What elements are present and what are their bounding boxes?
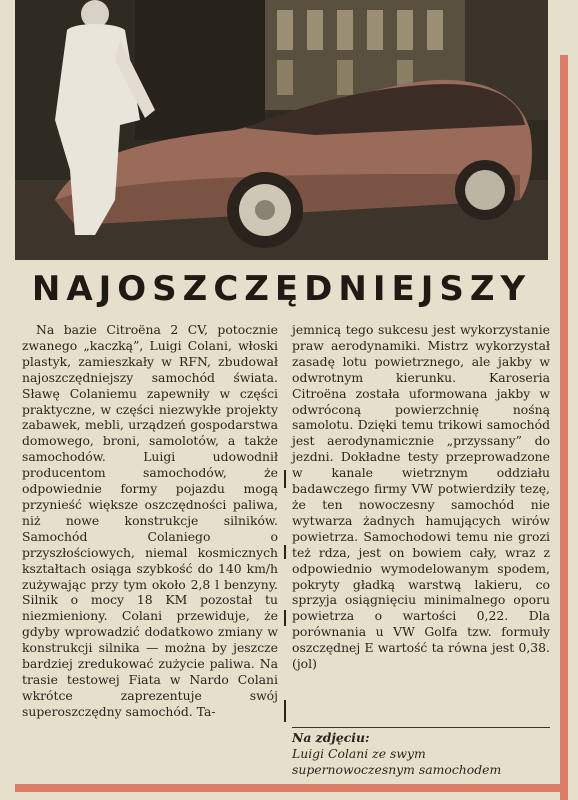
accent-bar-bottom <box>15 784 560 792</box>
article-column-right <box>292 322 550 672</box>
column-rule <box>284 700 286 722</box>
caption-label: Na zdjęciu: <box>292 730 370 745</box>
caption-text: Luigi Colani ze swym supernowoczesnym samochodem <box>292 745 502 777</box>
column-rule <box>284 470 286 488</box>
accent-bar-right <box>560 55 568 800</box>
caption-divider <box>292 727 550 728</box>
article-left-text: Na bazie Citroëna 2 CV, potocznie zwanego „kaczką”, Luigi Colani, włoski plastyk, zamieszkały w RFN, zbudował najoszczędniejszy samochód świata. Sławę Colaniemu zapewniły w części praktyczne, w części niezwykłe projekty zabawek, mebli, urządzeń gospodarstwa domowego, broni, samolotów, a także samochodów. Luigi udowodnił producentom samochodów, że odpowiednie formy pojazdu mogą przynieść większe oszczędności paliwa, niż nowe konstrukcje silników. Samochód Colaniego o przyszłościowych, niemal kosmicznych kształtach osiąga szybkość do 140 km/h zużywając przy tym około 2,8 l benzyny. Silnik o mocy 18 KM pozostał tu niezmieniony. Colani przewiduje, że gdyby wprowadzić dodatkowo zmiany w konstrukcji silnika — można by jeszcze bardziej zredukować zużycie paliwa. Na trasie testowej Fiata w Nardo Colani wkrótce zaprezentuje swój superoszczędny samochód. Ta- <box>22 322 278 719</box>
column-rule <box>284 610 286 626</box>
column-rule <box>284 545 286 559</box>
article-right-text: jemnicą tego sukcesu jest wykorzystanie praw aerodynamiki. Mistrz wykorzystał zasadę lotu powietrznego, ale jakby w odwrotnym kierunku. Karoseria Citroëna została uformowana jakby w odwróconą powierzchnię nośną samolotu. Dzięki temu trikowi samochód jest aerodynamicznie „przyssany” do jezdni. Dokładne testy przeprowadzone w kanale wietrznym oddziału badawczego firmy VW potwierdziły tezę, że ten nowoczesny samochód nie wytwarza żadnych hamujących wirów powietrza. Samochodowi temu nie grozi też rdza, jest on bowiem cały, wraz z odpowiednio wymodelowanym spodem, pokryty gładką warstwą lakieru, co sprzyja osiągnięciu minimalnego oporu powietrza o wartości 0,22. Dla porównania u VW Golfa tzw. formuły oszczędnej E wartość ta równa jest 0,38. (jol) <box>292 322 550 672</box>
car-photo-illustration <box>15 0 548 260</box>
article-column-left <box>22 322 278 720</box>
article-photo <box>15 0 548 260</box>
article-headline: NAJOSZCZĘDNIEJSZY <box>31 269 532 309</box>
photo-caption <box>292 730 550 778</box>
